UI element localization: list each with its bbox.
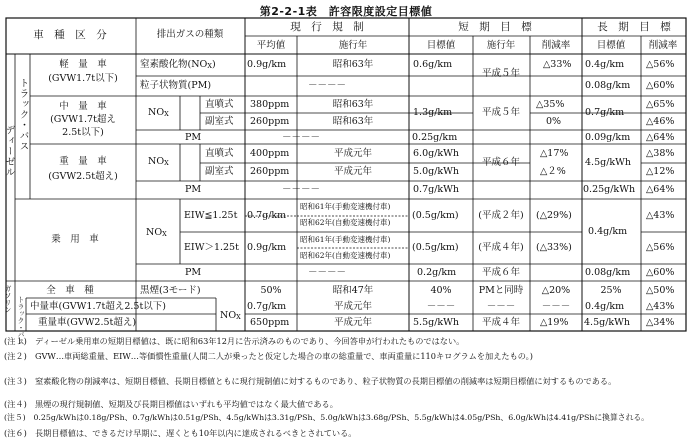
pc-le-red: (△29%) — [536, 210, 572, 221]
g-med-red-long: △43% — [646, 301, 675, 312]
vehicle-passenger: 乗 用 車 — [51, 234, 99, 245]
header-reduction: 削減率 — [541, 40, 571, 51]
header-target: 目標値 — [426, 40, 456, 51]
side-g-truck-bus: トラック・バス — [17, 296, 25, 345]
hv-nox-year2: 平成６年 — [481, 157, 521, 168]
med-direct-avg: 380ppm — [250, 99, 290, 110]
med-direct-red: △35% — [536, 99, 565, 110]
gas-nox-heavy: NOX — [148, 156, 169, 167]
vehicle-total: 全 車 種 — [46, 285, 94, 296]
g-hv-red: △19% — [540, 317, 569, 328]
gas-nox-gasoline: NOX — [220, 310, 241, 321]
hv-sub-target: 5.0g/kWh — [413, 166, 460, 177]
table-title: 第2-2-1表 許容限度設定目標値 — [259, 5, 433, 18]
gas-direct-heavy: 直噴式 — [205, 148, 234, 159]
pc-le-year1: 昭和61年(手動変速機付車) — [300, 202, 391, 211]
pc-nox-target-long: 0.4g/km — [588, 226, 628, 237]
gas-sub-heavy: 副室式 — [205, 166, 234, 177]
hv-sub-year: 平成元年 — [333, 166, 373, 177]
total-target: 40% — [430, 285, 452, 296]
total-red: △20% — [541, 285, 571, 296]
total-avg: 50% — [260, 285, 282, 296]
hv-direct-year: 平成元年 — [333, 148, 373, 159]
vehicle-medium-sub1: (GVW1.7t超え — [50, 114, 116, 125]
pc-pm-red-long: △60% — [646, 267, 675, 278]
light-nox-red-long: △56% — [646, 59, 675, 70]
pc-pm-avg: －－－－ — [307, 267, 347, 278]
pc-gt-red: (△33%) — [536, 242, 572, 253]
pc-le-year-short: (平成２年) — [478, 210, 524, 221]
hv-pm-target-long: 0.25g/kWh — [583, 184, 636, 195]
header-avg: 平均値 — [256, 40, 286, 51]
med-sub-year: 昭和63年 — [332, 116, 374, 127]
med-nox-year2: 平成５年 — [481, 107, 521, 118]
g-med-year-short: －－－ — [486, 301, 516, 312]
gas-eiw-gt: EIW＞1.25t — [184, 242, 239, 253]
pc-pm-target: 0.2g/km — [417, 267, 457, 278]
vehicle-light-sub: (GVW1.7t以下) — [48, 73, 118, 84]
side-diesel: ディーゼル — [3, 125, 15, 178]
gas-smoke: 黒煙(3モード) — [140, 285, 201, 296]
note-2: (注２) GVW…車両総重量、EIW…等価慣性重量(人間二人が乗ったと仮定した場合の車の総重量で、車両重量に110キログラムを加えたもの。) — [4, 351, 533, 361]
header-category: 車 種 区 分 — [33, 29, 107, 41]
pc-pm-target-long: 0.08g/km — [585, 267, 631, 278]
med-nox-target: 1.3g/km — [413, 107, 453, 118]
note-5: (注５) 0.25g/kWhは0.18g/PSh、0.7g/kWhは0.51g/PSh、4.5g/kWhは3.31g/PSh、5.0g/kWhは3.68g/PSh、5.5g/kWhは4.05g/PSh、6.0g/kWhは4.41g/PShに換算される。 — [4, 413, 649, 422]
gas-pm-medium: PM — [185, 132, 202, 143]
pc-le-year2: 昭和62年(自動変速機付車) — [300, 218, 391, 227]
gas-nox-full: 窒素酸化物(NOX) — [140, 59, 216, 70]
vehicle-g-medium: 中量車(GVW1.7t超え2.5t以下) — [30, 301, 166, 312]
light-nox-avg: 0.9g/km — [247, 59, 287, 70]
hv-pm-avg: －－－－ — [281, 184, 321, 195]
med-nox-red-long2: △46% — [646, 116, 675, 127]
med-nox-target-long: 0.7g/km — [585, 107, 625, 118]
g-hv-year: 平成元年 — [333, 317, 373, 328]
light-nox-year: 昭和63年 — [332, 59, 374, 70]
vehicle-g-heavy: 重量車(GVW2.5t超え) — [38, 317, 137, 328]
hv-direct-avg: 400ppm — [250, 148, 290, 159]
gas-direct-medium: 直噴式 — [205, 99, 234, 110]
gas-pm-full: 粒子状物質(PM) — [140, 80, 212, 91]
gas-nox-passenger: NOX — [146, 227, 167, 238]
note-6: (注６) 長期目標値は、できるだけ早期に、遅くとも10年以内に達成されるべきとされている。 — [4, 428, 357, 438]
hv-nox-target-long: 4.5g/kWh — [585, 157, 632, 168]
hv-pm-target: 0.7g/kWh — [413, 184, 460, 195]
pc-gt-year2: 昭和62年(自動変速機付車) — [300, 251, 391, 260]
light-pm-avg: －－－－ — [307, 80, 347, 91]
hv-direct-red: △17% — [540, 148, 569, 159]
header-enforce2: 施行年 — [486, 40, 516, 51]
med-pm-avg: －－－－ — [281, 132, 321, 143]
med-direct-year: 昭和63年 — [332, 99, 374, 110]
gas-pm-passenger: PM — [185, 267, 202, 278]
med-pm-target: 0.25g/km — [412, 132, 458, 143]
g-hv-red-long: △34% — [646, 317, 675, 328]
g-hv-target: 5.5g/kWh — [413, 317, 460, 328]
pc-le-avg: 0.7g/km — [247, 210, 287, 221]
light-pm-red-long: △60% — [646, 80, 675, 91]
header-short: 短 期 目 標 — [458, 21, 532, 33]
hv-direct-target: 6.0g/kWh — [413, 148, 460, 159]
vehicle-medium-sub2: 2.5t以下) — [62, 127, 104, 138]
total-year-short: PMと同時 — [478, 285, 524, 296]
g-hv-year-short: 平成４年 — [481, 317, 521, 328]
g-med-avg: 0.7g/km — [247, 301, 287, 312]
header-current: 現 行 規 制 — [290, 21, 364, 33]
hv-sub-avg: 260ppm — [250, 166, 290, 177]
pc-gt-target: (0.5g/km) — [412, 242, 459, 253]
side-truck-bus: トラック・バス — [17, 78, 29, 152]
vehicle-heavy: 重 量 車 — [59, 156, 107, 167]
med-pm-target-long: 0.09g/km — [585, 132, 631, 143]
header-long: 長 期 目 標 — [597, 21, 671, 33]
total-red-long: △50% — [646, 285, 675, 296]
light-nox-target-long: 0.4g/km — [585, 59, 625, 70]
light-nox-red: △33% — [543, 59, 572, 70]
med-pm-red-long: △64% — [646, 132, 675, 143]
med-sub-red: 0% — [546, 116, 562, 127]
pc-gt-year-short: (平成４年) — [478, 242, 524, 253]
pc-le-red-long: △43% — [646, 210, 675, 221]
g-hv-target-long: 4.5g/kWh — [584, 317, 631, 328]
light-nox-year2: 平成５年 — [481, 68, 521, 79]
header-gas-type: 排出ガスの種類 — [156, 29, 224, 40]
vehicle-heavy-sub: (GVW2.5t超え) — [48, 171, 118, 182]
pc-gt-year1: 昭和61年(手動変速機付車) — [300, 235, 391, 244]
note-4: (注４) 黒煙の現行規制値、短期及び長期目標値はいずれも平均値ではなく最大値である。 — [4, 399, 338, 409]
total-year: 昭和47年 — [332, 285, 374, 296]
vehicle-light: 軽 量 車 — [59, 59, 107, 70]
header-enforce: 施行年 — [338, 40, 368, 51]
gas-nox-medium: NOX — [148, 107, 169, 118]
g-med-target: －－－ — [426, 301, 456, 312]
med-sub-avg: 260ppm — [250, 116, 290, 127]
g-hv-avg: 650ppm — [250, 317, 290, 328]
hv-direct-red-long: △38% — [646, 148, 675, 159]
side-gasoline: ガソリン — [4, 285, 12, 313]
pc-pm-year-short: 平成６年 — [481, 267, 521, 278]
g-med-year: 平成元年 — [333, 301, 373, 312]
total-target-long: 25% — [600, 285, 622, 296]
light-nox-target: 0.6g/km — [413, 59, 453, 70]
hv-pm-red-long: △64% — [646, 184, 675, 195]
header-reduction-long: 削減率 — [648, 40, 678, 51]
gas-sub-medium: 副室式 — [205, 116, 234, 127]
vehicle-medium: 中 量 車 — [59, 101, 107, 112]
gas-eiw-le: EIW≦1.25t — [184, 210, 238, 221]
note-1: (注１) ディーゼル乗用車の短期目標値は、既に昭和63年12月に告示済みのものであり、今回答申が行われたものではない。 — [4, 336, 465, 346]
hv-sub-red-long: △12% — [646, 166, 675, 177]
hv-sub-red: △２% — [540, 166, 566, 177]
header-target-long: 目標値 — [596, 40, 626, 51]
light-pm-target-long: 0.08g/km — [585, 80, 631, 91]
gas-pm-heavy: PM — [185, 184, 202, 195]
note-3: (注３) 窒素酸化物の削減率は、短期目標値、長期目標値ともに現行規制値に対するものであり、粒子状物質の長期目標値の削減率は短期目標値に対するものである。 — [4, 376, 617, 386]
g-med-red: －－－ — [541, 301, 571, 312]
pc-gt-avg: 0.9g/km — [247, 242, 287, 253]
g-med-target-long: 0.4g/km — [585, 301, 625, 312]
pc-gt-red-long: △56% — [646, 242, 675, 253]
pc-le-target: (0.5g/km) — [412, 210, 459, 221]
med-nox-red-long1: △65% — [646, 99, 675, 110]
